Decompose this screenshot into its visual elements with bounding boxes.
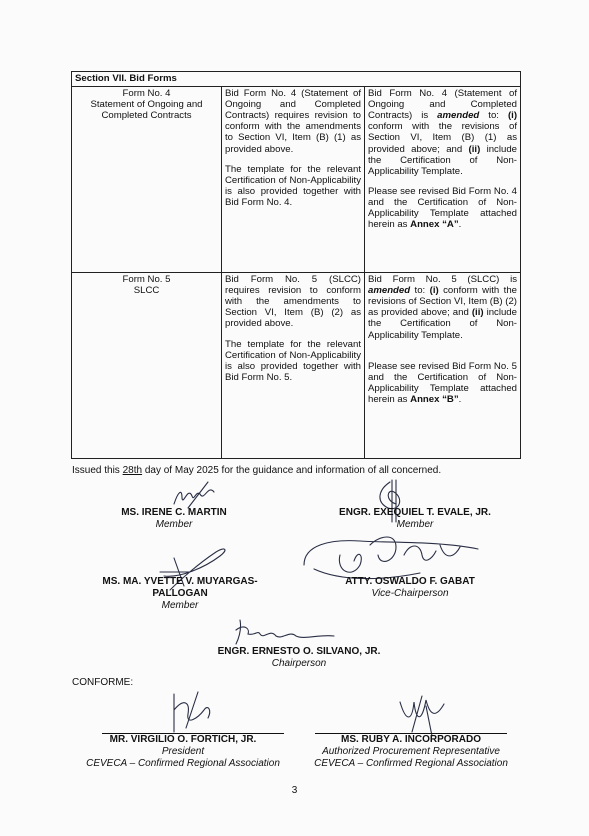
- table-row: [72, 273, 521, 459]
- amendment-cell: [365, 273, 521, 459]
- signatory-name: PALLOGAN: [152, 588, 208, 599]
- requirement-cell: [222, 273, 365, 459]
- text-run: amended: [437, 110, 480, 122]
- signatory-muyargas: [74, 576, 286, 612]
- conforme-label: CONFORME:: [72, 677, 134, 688]
- text-run: Please see revised Bid Form No. 4 and the Certification of Non-Applicability Template attached herein as: [368, 185, 517, 231]
- text-run: day of May 2025 for the guidance and information of all concerned.: [142, 465, 442, 476]
- annex-reference: [368, 361, 517, 405]
- text-run: Issued this: [72, 465, 123, 476]
- form-name-cell: [72, 273, 222, 459]
- text-run: include the Certification of Non-Applicability Template.: [368, 143, 517, 177]
- signatory-fortich: [72, 734, 294, 770]
- annex-label: Annex “A”: [410, 219, 459, 231]
- text-run: conform with the revisions of Section VI, Item (B) (1) as provided above; and: [368, 121, 517, 155]
- requirement-cell: [222, 87, 365, 273]
- amendment-text: [368, 88, 517, 177]
- signatory-role: Member: [161, 600, 199, 611]
- signatory-silvano: [184, 646, 414, 670]
- table-header-row: [72, 72, 521, 87]
- text-run: .: [458, 393, 462, 405]
- requirement-text: Bid Form No. 4 (Statement of Ongoing and Completed Contracts) requires revision to conform with the amendments to Section VI, Item (B) (1) as provided above.: [225, 88, 361, 155]
- text-run: include the Certification of Non-Applicability Template.: [368, 307, 517, 341]
- text-run: (ii): [471, 307, 484, 319]
- requirement-text: Bid Form No. 5 (SLCC) requires revision to conform with the amendments to Section VI, Item (B) (2) as provided above.: [225, 274, 361, 330]
- text-run: Bid Form No. 5 (SLCC) is: [368, 274, 517, 286]
- signatory-name: MR. VIRGILIO O. FORTICH, JR.: [109, 734, 257, 745]
- signatory-org: CEVECA – Confirmed Regional Association: [314, 758, 508, 769]
- signatory-name: MS. RUBY A. INCORPORADO: [340, 734, 481, 745]
- amendment-text: [368, 274, 517, 341]
- text-run: to:: [479, 110, 508, 122]
- signatory-role: Chairperson: [271, 658, 327, 669]
- issuance-statement: [72, 465, 441, 476]
- form-name-line: Completed Contracts: [101, 110, 192, 122]
- signatory-name: ENGR. ERNESTO O. SILVANO, JR.: [217, 646, 381, 657]
- form-name-cell: [72, 87, 222, 273]
- signatory-name: ENGR. EXEQUIEL T. EVALE, JR.: [339, 507, 491, 518]
- signatory-role: Member: [396, 519, 434, 530]
- signatory-org: CEVECA – Confirmed Regional Association: [86, 758, 280, 769]
- page-number: 3: [291, 785, 298, 796]
- text-run: (ii): [468, 143, 481, 155]
- signatory-role: Vice-Chairperson: [371, 588, 449, 599]
- form-name-line: SLCC: [133, 285, 160, 297]
- signatory-name: MS. IRENE C. MARTIN: [121, 507, 227, 518]
- signatory-name: MS. MA. YVETTE V. MUYARGAS-: [102, 576, 258, 587]
- signature-silvano-icon: [230, 616, 340, 648]
- text-run: .: [458, 219, 462, 231]
- text-run: conform with the revisions of Section VI, Item (B) (2) as provided above; and: [368, 285, 517, 319]
- annex-reference: [368, 186, 517, 230]
- text-run: Please see revised Bid Form No. 5 and the Certification of Non-Applicability Template attached herein as: [368, 360, 517, 405]
- signatory-evale: [310, 507, 520, 531]
- text-run: to:: [410, 285, 430, 297]
- issue-day: 28th: [122, 465, 143, 476]
- text-run: Bid Form No. 4 (Statement of Ongoing and Completed Contracts) is: [368, 88, 517, 122]
- requirement-text: The template for the relevant Certification of Non-Applicability is also provided together with Bid Form No. 5.: [225, 338, 361, 383]
- amendment-cell: [365, 87, 521, 273]
- signatory-role: President: [161, 746, 205, 757]
- form-name-line: Form No. 5: [122, 274, 171, 286]
- form-name-line: Form No. 4: [122, 88, 171, 100]
- table-row: [72, 87, 521, 273]
- text-run: (i): [429, 285, 439, 297]
- signatory-incorporado: [296, 734, 526, 770]
- annex-label: Annex “B”: [410, 393, 459, 405]
- section-title: Section VII. Bid Forms: [72, 72, 521, 87]
- signatory-martin: [104, 507, 244, 531]
- text-run: amended: [368, 285, 411, 297]
- form-name-line: Statement of Ongoing and: [90, 99, 203, 111]
- signatory-name: ATTY. OSWALDO F. GABAT: [345, 576, 475, 587]
- text-run: (i): [507, 110, 518, 122]
- requirement-text: The template for the relevant Certification of Non-Applicability is also provided together with Bid Form No. 4.: [225, 163, 361, 208]
- bid-forms-table: [71, 71, 521, 459]
- signatory-role: Member: [155, 519, 193, 530]
- signatory-role: Authorized Procurement Representative: [322, 746, 500, 757]
- signatory-gabat: [320, 576, 500, 600]
